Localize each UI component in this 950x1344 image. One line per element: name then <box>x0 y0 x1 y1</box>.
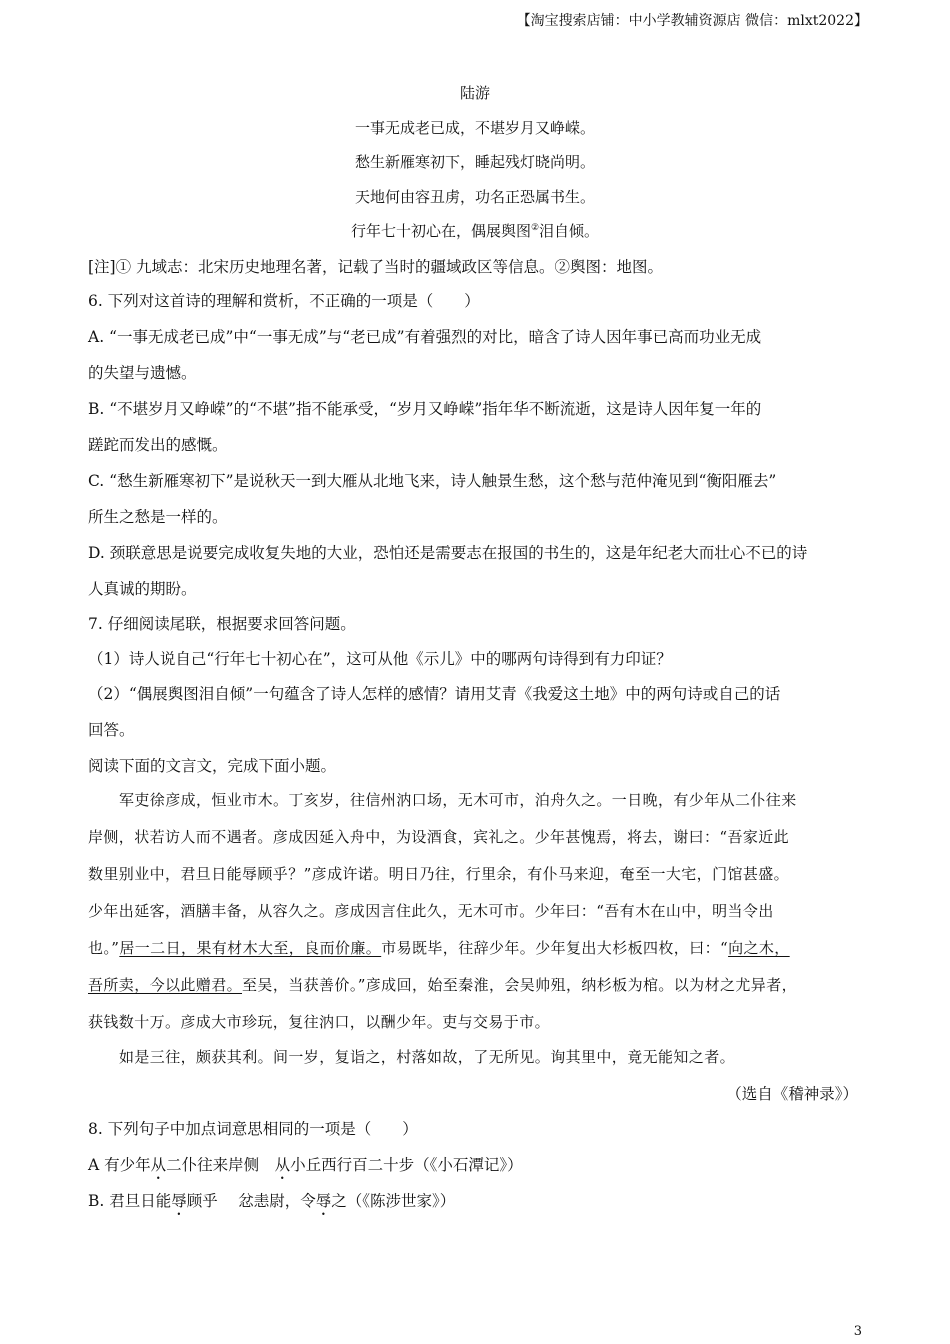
poem-note: [注]① 九域志：北宋历史地理名著，记载了当时的疆域政区等信息。②舆图：地图。 <box>88 258 664 276</box>
passage-source: （选自《稽神录》） <box>726 1085 858 1103</box>
passage-line-1: 军吏徐彦成，恒业市木。丁亥岁，往信州汭口场，无木可市，泊舟久之。一日晚，有少年从二仆往来 <box>119 791 797 809</box>
passage-line-7: 获钱数十万。彦成大市珍玩，复往汭口，以酬少年。吏与交易于市。 <box>88 1013 551 1031</box>
poem-line-4: 行年七十初心在，偶展舆图②泪自倾。 <box>350 222 600 240</box>
passage-line-3: 数里别业中，君旦日能辱顾乎？”彦成许诺。明日乃往，行里余，有仆马来迎，奄至一大宅，门馆甚盛。 <box>88 865 790 883</box>
q7-sub-1: （1）诗人说自己“行年七十初心在”，这可从他《示儿》中的哪两句诗得到有力印证？ <box>88 650 672 668</box>
q6-option-d-line1: D. 颈联意思是说要完成收复失地的大业，恐怕还是需要志在报国的书生的，这是年纪老大而壮心不已的诗 <box>88 544 808 562</box>
page-header: 【淘宝搜索店铺：中小学教辅资源店 微信：mlxt2022】 <box>516 13 868 29</box>
q7-stem: 7. 仔细阅读尾联，根据要求回答问题。 <box>88 615 356 633</box>
poem-line-2: 愁生新雁寒初下，睡起残灯晓尚明。 <box>354 153 595 171</box>
underlined-sentence-2a: 向之木， <box>728 939 790 957</box>
poem-author: 陆游 <box>459 84 490 102</box>
passage-line-6: 吾所卖，今以此赠君。至吴，当获善价。”彦成回，始至秦淮，会吴帅殂，纳杉板为棺。以为材之尤异者， <box>88 976 797 994</box>
q6-option-d-line2: 人真诚的期盼。 <box>88 580 197 598</box>
passage-line-5: 也。”居一二日，果有材木大至，良而价廉。市易既毕，往辞少年。少年复出大杉板四枚，曰：“向之木， <box>88 939 790 957</box>
q6-option-c-line2: 所生之愁是一样的。 <box>88 508 228 526</box>
q6-option-a-line2: 的失望与遗憾。 <box>88 364 197 382</box>
poem-line-3: 天地何由容丑虏，功名正恐属书生。 <box>354 188 595 206</box>
q6-stem: 6. 下列对这首诗的理解和赏析，不正确的一项是（ ） <box>88 292 480 310</box>
passage-line-4: 少年出延客，酒膳丰备，从容久之。彦成因言住此久，无木可市。少年曰：“吾有木在山中，明当令出 <box>88 902 774 920</box>
poem-line-1: 一事无成老已成，不堪岁月又峥嵘。 <box>354 119 595 137</box>
passage-line-8: 如是三往，颇获其利。间一岁，复诣之，村落如故，了无所见。询其里中，竟无能知之者。 <box>119 1048 736 1066</box>
q8-option-a: A 有少年从二仆往来岸侧 从小丘西行百二十步（《小石潭记》） <box>88 1156 523 1174</box>
q6-option-c-line1: C. “愁生新雁寒初下”是说秋天一到大雁从北地飞来，诗人触景生愁，这个愁与范仲淹见到“衡阳雁去” <box>88 472 777 490</box>
reading-intro: 阅读下面的文言文，完成下面小题。 <box>88 757 337 775</box>
q6-option-b-line1: B. “不堪岁月又峥嵘”的“不堪”指不能承受，“岁月又峥嵘”指年华不断流逝，这是诗人因年复一年的 <box>88 400 762 418</box>
underlined-sentence-1: 居一二日，果有材木大至，良而价廉。 <box>119 939 382 957</box>
q8-stem: 8. 下列句子中加点词意思相同的一项是（ ） <box>88 1120 418 1138</box>
q7-sub-2-line1: （2）“偶展舆图泪自倾”一句蕴含了诗人怎样的感情？请用艾青《我爱这土地》中的两句诗或自己的话 <box>88 685 781 703</box>
q8-option-b: B. 君旦日能辱顾乎 忿恚尉，令辱之（《陈涉世家》） <box>88 1192 456 1210</box>
passage-line-2: 岸侧，状若访人而不遇者。彦成因延入舟中，为设酒食，宾礼之。少年甚愧焉，将去，谢曰：“吾家近此 <box>88 828 790 846</box>
q6-option-a-line1: A. “一事无成老已成”中“一事无成”与“老已成”有着强烈的对比，暗含了诗人因年事已高而功业无成 <box>88 328 762 346</box>
underlined-sentence-2b: 吾所卖，今以此赠君。 <box>88 976 243 994</box>
page-number: 3 <box>853 1324 862 1339</box>
q7-sub-2-line2: 回答。 <box>88 721 135 739</box>
q6-option-b-line2: 蹉跎而发出的感慨。 <box>88 436 228 454</box>
